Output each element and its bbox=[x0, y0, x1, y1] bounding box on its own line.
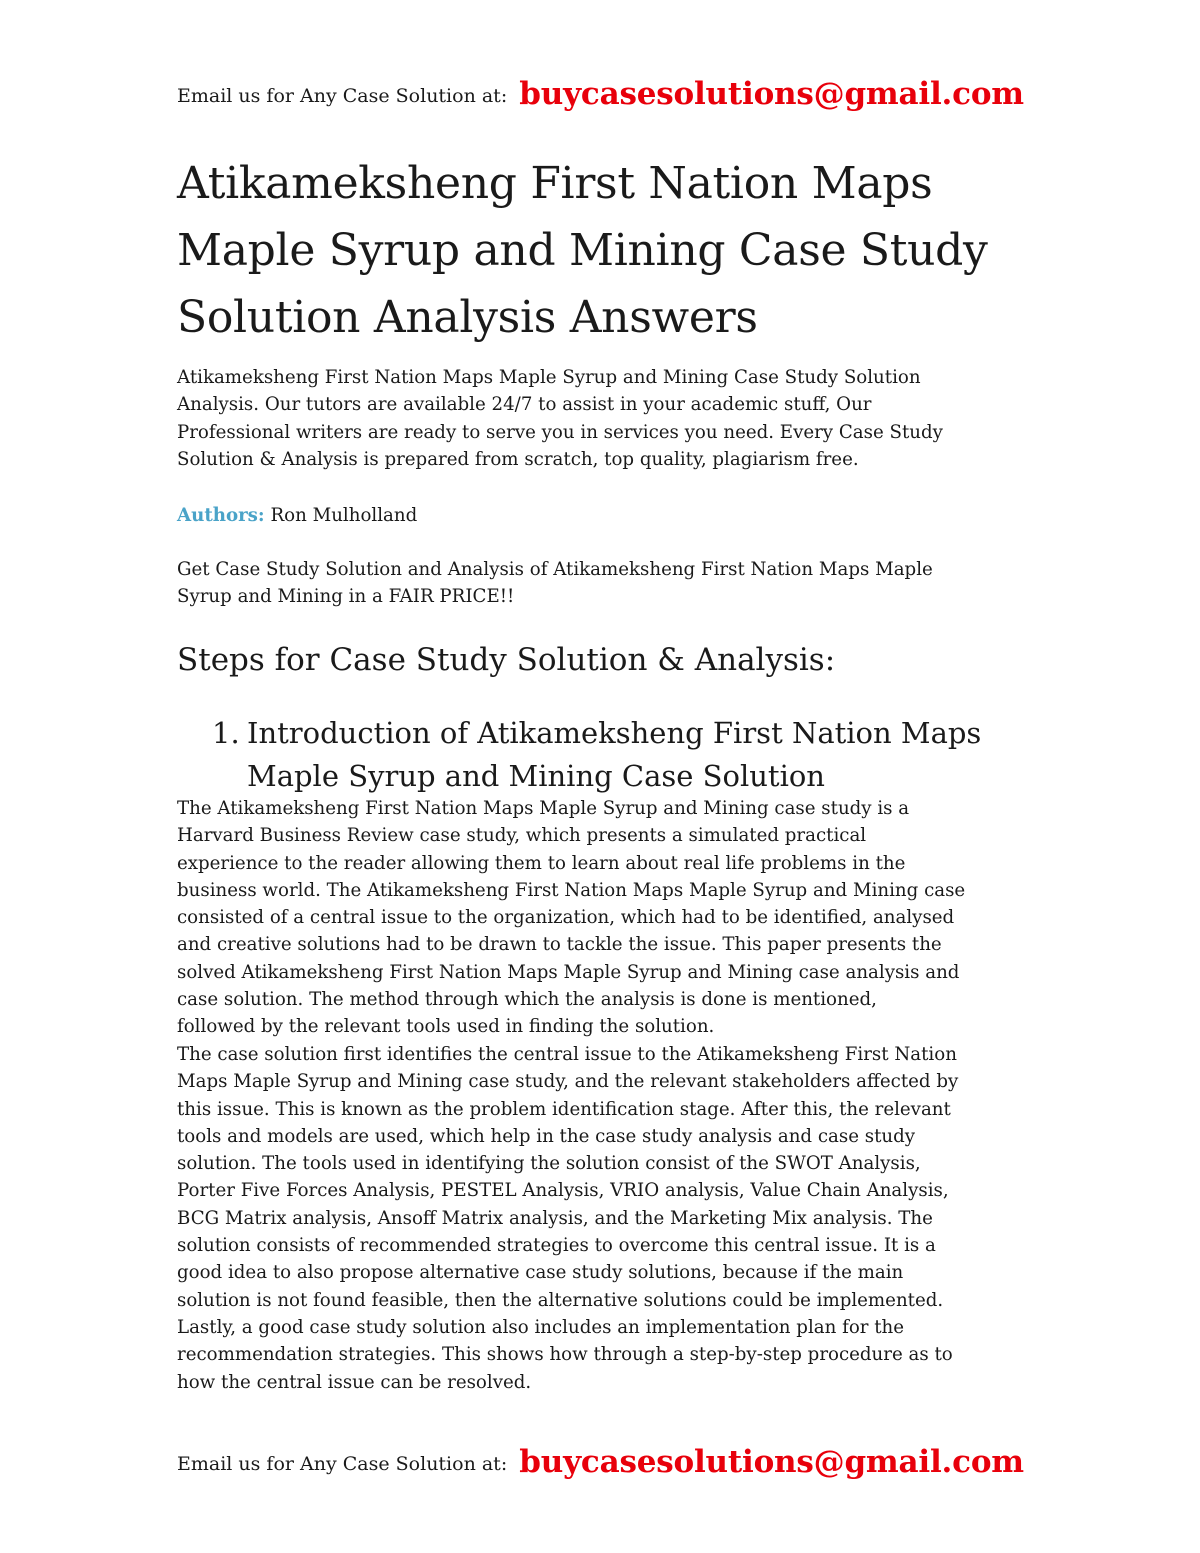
section-heading-line bbox=[212, 712, 981, 755]
paragraph-line: The Atikameksheng First Nation Maps Maple Syrup and Mining case study is a bbox=[177, 798, 910, 819]
title-line: Atikameksheng First Nation Maps bbox=[177, 158, 933, 209]
paragraph-line: Atikameksheng First Nation Maps Maple Syrup and Mining Case Study Solution bbox=[177, 367, 921, 388]
section-paragraph bbox=[177, 1041, 1037, 1396]
paragraph-line: and creative solutions had to be drawn to tackle the issue. This paper presents the bbox=[177, 934, 942, 956]
email-address-link[interactable]: buycasesolutions@gmail.com bbox=[519, 76, 1024, 112]
paragraph-line: how the central issue can be resolved. bbox=[177, 1371, 532, 1393]
paragraph-line: Syrup and Mining in a FAIR PRICE!! bbox=[177, 586, 515, 608]
paragraph-line: Analysis. Our tutors are available 24/7 to assist in your academic stuff, Our bbox=[177, 394, 872, 416]
paragraph-line: experience to the reader allowing them to learn about real life problems in the bbox=[177, 852, 906, 874]
authors-label: Authors: bbox=[177, 505, 265, 526]
paragraph-line: Porter Five Forces Analysis, PESTEL Analysis, VRIO analysis, Value Chain Analysis, bbox=[177, 1180, 949, 1202]
section-heading-line: Maple Syrup and Mining Case Solution bbox=[247, 759, 825, 793]
paragraph-line: Solution & Analysis is prepared from scratch, top quality, plagiarism free. bbox=[177, 448, 859, 470]
fair-price-paragraph bbox=[177, 556, 1037, 611]
paragraph-line: good idea to also propose alternative case study solutions, because if the main bbox=[177, 1262, 904, 1284]
paragraph-line: Lastly, a good case study solution also includes an implementation plan for the bbox=[177, 1316, 905, 1338]
header-email-banner bbox=[177, 76, 1024, 112]
paragraph-line: solution is not found feasible, then the alternative solutions could be implemented. bbox=[177, 1289, 944, 1311]
paragraph-line: solved Atikameksheng First Nation Maps Maple Syrup and Mining case analysis and bbox=[177, 961, 960, 983]
paragraph-line: Harvard Business Review case study, which presents a simulated practical bbox=[177, 825, 867, 847]
email-address-link[interactable]: buycasesolutions@gmail.com bbox=[519, 1444, 1024, 1480]
paragraph-line: business world. The Atikameksheng First Nation Maps Maple Syrup and Mining case bbox=[177, 879, 966, 901]
title-line: Maple Syrup and Mining Case Study bbox=[177, 225, 988, 276]
paragraph-line: Professional writers are ready to serve you in services you need. Every Case Study bbox=[177, 421, 943, 443]
title-line: Solution Analysis Answers bbox=[177, 292, 758, 343]
paragraph-line: consisted of a central issue to the organization, which had to be identified, analysed bbox=[177, 907, 955, 929]
paragraph-line: BCG Matrix analysis, Ansoff Matrix analysis, and the Marketing Mix analysis. The bbox=[177, 1207, 933, 1229]
paragraph-line: The case solution first identifies the central issue to the Atikameksheng First Nation bbox=[177, 1044, 957, 1065]
section-paragraph bbox=[177, 795, 1037, 1041]
intro-paragraph bbox=[177, 364, 1037, 473]
paragraph-line: tools and models are used, which help in the case study analysis and case study bbox=[177, 1125, 916, 1147]
paragraph-line: Maps Maple Syrup and Mining case study, and the relevant stakeholders affected by bbox=[177, 1071, 959, 1093]
paragraph-line: recommendation strategies. This shows how through a step-by-step procedure as to bbox=[177, 1344, 953, 1366]
paragraph-line: Get Case Study Solution and Analysis of Atikameksheng First Nation Maps Maple bbox=[177, 559, 933, 580]
footer-email-banner bbox=[177, 1444, 1024, 1480]
authors-line bbox=[177, 502, 1037, 529]
authors-name: Ron Mulholland bbox=[270, 505, 418, 526]
section-heading-text: Introduction of Atikameksheng First Nation Maps bbox=[247, 716, 982, 750]
paragraph-line: followed by the relevant tools used in finding the solution. bbox=[177, 1016, 715, 1038]
section-number: 1. bbox=[212, 716, 240, 750]
email-banner-prefix: Email us for Any Case Solution at: bbox=[177, 1453, 508, 1475]
paragraph-line: this issue. This is known as the problem identification stage. After this, the relevant bbox=[177, 1098, 951, 1120]
section-heading-introduction bbox=[212, 712, 981, 798]
paragraph-line: case solution. The method through which the analysis is done is mentioned, bbox=[177, 989, 877, 1011]
document-title bbox=[177, 150, 1077, 351]
steps-heading: Steps for Case Study Solution & Analysis: bbox=[177, 642, 836, 678]
email-banner-prefix: Email us for Any Case Solution at: bbox=[177, 85, 508, 107]
paragraph-line: solution. The tools used in identifying the solution consist of the SWOT Analysis, bbox=[177, 1153, 921, 1175]
paragraph-line: solution consists of recommended strategies to overcome this central issue. It is a bbox=[177, 1235, 936, 1257]
